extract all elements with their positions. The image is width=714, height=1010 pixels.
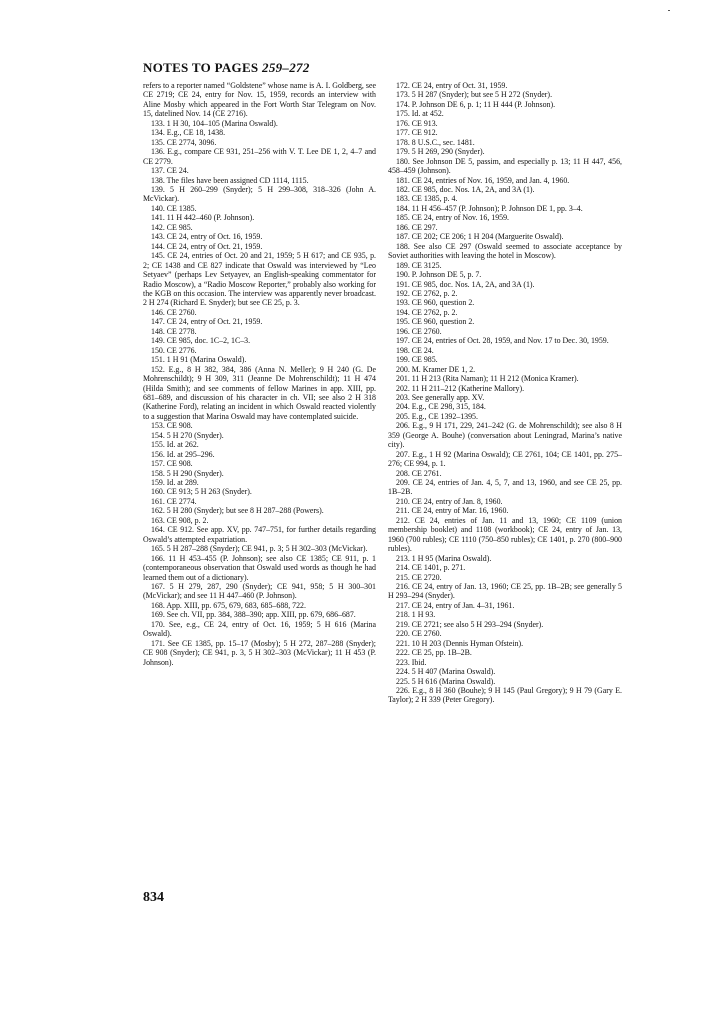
endnote: 142. CE 985. (151, 222, 193, 232)
running-header (143, 60, 310, 76)
endnote: 199. CE 985. (396, 355, 438, 365)
endnote: 169. See ch. VII, pp. 384, 388–390; app. XIII, pp. 679, 686–687. (151, 610, 356, 620)
endnote: 181. CE 24, entries of Nov. 16, 1959, and Jan. 4, 1960. (396, 175, 570, 185)
endnote: 188. See also CE 297 (Oswald seemed to associate acceptance by Soviet authorities with leaving the hotel in Moscow). (388, 241, 622, 261)
endnote: 218. 1 H 93. (396, 610, 436, 620)
endnote: 215. CE 2720. (396, 572, 442, 582)
endnote: 146. CE 2760. (151, 307, 197, 317)
endnote: 193. CE 960, question 2. (396, 298, 475, 308)
endnote: 186. CE 297. (396, 222, 438, 232)
endnote: 183. CE 1385, p. 4. (396, 194, 458, 204)
endnote: 165. 5 H 287–288 (Snyder); CE 941, p. 3; 5 H 302–303 (McVickar). (151, 544, 368, 554)
endnote: 187. CE 202; CE 206; 1 H 204 (Marguerite Oswald). (396, 232, 564, 242)
endnote: 167. 5 H 279, 287, 290 (Snyder); CE 941, 958; 5 H 300–301 (McVickar); and see 11 H 447–460 (P. Johnson). (143, 582, 376, 601)
endnote: 170. See, e.g., CE 24, entry of Oct. 16, 1959; 5 H 616 (Marina Oswald). (143, 619, 376, 639)
endnote: 138. The files have been assigned CD 1114, 1115. (151, 175, 309, 185)
header-pages: 259–272 (262, 60, 310, 75)
endnote: 140. CE 1385. (151, 203, 197, 213)
endnote: 151. 1 H 91 (Marina Oswald). (151, 355, 247, 365)
endnote: 152. E.g., 8 H 382, 384, 386 (Anna N. Meller); 9 H 240 (G. De Mohrenschildt); 9 H 309, 311 (Jeanne De Mohrenschildt); 11 H 474 (Hilda Smith); and see comments of fellow Marines in app. XIII, pp. 681–689, and discussion of his character in ch. VII; see also 2 H 318 (Katherine Ford), relating an incident in which Oswald reacted violently to a suggestion that Marina Oswald may have contemplated suicide. (143, 364, 376, 421)
endnote: 182. CE 985, doc. Nos. 1A, 2A, and 3A (1). (396, 184, 535, 194)
endnote: 212. CE 24, entries of Jan. 11 and 13, 1960; CE 1109 (union membership booklet) and 1108 (workbook); CE 24, entry of Jan. 13, 1960 (700 rubles); CE 1110 (750–850 rubles); CE 1401, p. 270 (800–900 rubles). (388, 515, 622, 554)
endnote: 134. E.g., CE 18, 1438. (151, 128, 226, 138)
endnote: 216. CE 24, entry of Jan. 13, 1960; CE 25, pp. 1B–2B; see generally 5 H 293–294 (Snyder). (388, 582, 622, 601)
endnote: 226. E.g., 8 H 360 (Bouhe); 9 H 145 (Paul Gregory); 9 H 79 (Gary E. Taylor); 2 H 339 (Peter Gregory). (388, 686, 622, 705)
endnote: 136. E.g., compare CE 931, 251–256 with V. T. Lee DE 1, 2, 4–7 and CE 2779. (143, 147, 376, 166)
endnote: 179. 5 H 269, 290 (Snyder). (396, 147, 485, 157)
endnote: 154. 5 H 270 (Snyder). (151, 430, 224, 440)
endnote: 208. CE 2761. (396, 468, 442, 478)
endnote: 184. 11 H 456–457 (P. Johnson); P. Johnson DE 1, pp. 3–4. (396, 203, 583, 213)
header-prefix: NOTES TO PAGES (143, 60, 263, 75)
endnote: 185. CE 24, entry of Nov. 16, 1959. (396, 213, 510, 223)
endnote: 176. CE 913. (396, 118, 438, 128)
endnote: 135. CE 2774, 3096. (151, 137, 217, 147)
endnote: 213. 1 H 95 (Marina Oswald). (396, 553, 492, 563)
endnote: 209. CE 24, entries of Jan. 4, 5, 7, and 13, 1960, and see CE 25, pp. 1B–2B. (388, 478, 622, 497)
endnote: 148. CE 2778. (151, 326, 197, 336)
endnote: 139. 5 H 260–299 (Snyder); 5 H 299–308, 318–326 (John A. McVickar). (143, 184, 376, 204)
endnote: 203. See generally app. XV. (396, 392, 485, 402)
endnote: 175. Id. at 452. (396, 109, 444, 119)
endnote: 180. See Johnson DE 5, passim, and especially p. 13; 11 H 447, 456, 458–459 (Johnson). (388, 156, 622, 176)
endnote: 201. 11 H 213 (Rita Naman); 11 H 212 (Monica Kramer). (396, 374, 579, 384)
endnote: 189. CE 3125. (396, 260, 442, 270)
endnote: 173. 5 H 287 (Snyder); but see 5 H 272 (Snyder). (396, 90, 553, 100)
endnote: 206. E.g., 9 H 171, 229, 241–242 (G. de Mohrenschildt); see also 8 H 359 (George A. Bouhe) (conversation about Leningrad, Marina’s native city). (388, 421, 622, 450)
endnote: 224. 5 H 407 (Marina Oswald). (396, 667, 496, 677)
endnote: 191. CE 985, doc. Nos. 1A, 2A, and 3A (1). (396, 279, 535, 289)
endnote: refers to a reporter named “Goldstene” whose name is A. I. Goldberg, see CE 2719; CE 24, entry for Nov. 15, 1959, records an interview with Aline Mosby which appeared in the Fort Worth Star Telegram on Nov. 15, datelined Nov. 14 (CE 2716). (143, 81, 376, 119)
endnote: 160. CE 913; 5 H 263 (Snyder). (151, 487, 252, 497)
endnote: 147. CE 24, entry of Oct. 21, 1959. (151, 317, 263, 327)
endnote: 223. Ibid. (396, 657, 427, 667)
endnote: 205. E.g., CE 1392–1395. (396, 411, 478, 421)
endnote: 145. CE 24, entries of Oct. 20 and 21, 1959; 5 H 617; and CE 935, p. 2; CE 1438 and CE 827 indicate that Oswald was interviewed by “Leo Setyaev” (perhaps Lev Setyayev, an English-speaking commentator for Radio Moscow), a “Radio Moscow Reporter,” probably also working for the KGB on this occasion. The interview was apparently never broadcast. 2 H 274 (Richard E. Snyder); but see CE 25, p. 3. (143, 251, 376, 308)
endnote: 177. CE 912. (396, 128, 438, 138)
endnote: 133. 1 H 30, 104–105 (Marina Oswald). (151, 118, 278, 128)
endnote: 207. E.g., 1 H 92 (Marina Oswald); CE 2761, 104; CE 1401, pp. 275–276; CE 994, p. 1. (388, 449, 622, 469)
endnote: 141. 11 H 442–460 (P. Johnson). (151, 213, 255, 223)
endnote: 172. CE 24, entry of Oct. 31, 1959. (396, 81, 508, 90)
endnote: 156. Id. at 295–296. (151, 449, 215, 459)
endnote: 166. 11 H 453–455 (P. Johnson); see also CE 1385; CE 911, p. 1 (contemporaneous observation that Oswald used words as though he had learned them out of a dictionary). (143, 553, 376, 582)
endnote: 198. CE 24. (396, 345, 434, 355)
endnote: 164. CE 912. See app. XV, pp. 747–751, for further details regarding Oswald’s attempted expatriation. (143, 525, 376, 544)
page-edge-mark (668, 10, 670, 11)
endnote: 149. CE 985, doc. 1C–2, 1C–3. (151, 336, 251, 346)
endnote: 155. Id. at 262. (151, 440, 199, 450)
endnote: 195. CE 960, question 2. (396, 317, 475, 327)
notes-column-left (143, 81, 376, 667)
endnote: 144. CE 24, entry of Oct. 21, 1959. (151, 241, 263, 251)
endnote: 162. 5 H 280 (Snyder); but see 8 H 287–288 (Powers). (151, 506, 324, 516)
endnote: 219. CE 2721; see also 5 H 293–294 (Snyder). (396, 619, 544, 629)
endnote: 192. CE 2762, p. 2. (396, 288, 458, 298)
endnote: 178. 8 U.S.C., sec. 1481. (396, 137, 475, 147)
endnote: 204. E.g., CE 298, 315, 184. (396, 402, 486, 412)
endnote: 196. CE 2760. (396, 326, 442, 336)
endnote: 143. CE 24, entry of Oct. 16, 1959. (151, 232, 263, 242)
endnote: 221. 10 H 203 (Dennis Hyman Ofstein). (396, 638, 524, 648)
endnote: 171. See CE 1385, pp. 15–17 (Mosby); 5 H 272, 287–288 (Snyder); CE 908 (Snyder); CE 941, p. 3, 5 H 302–303 (McVickar); 11 H 453 (P. Johnson). (143, 638, 376, 667)
endnote: 159. Id. at 289. (151, 478, 199, 488)
endnote: 168. App. XIII, pp. 675, 679, 683, 685–688, 722. (151, 600, 306, 610)
endnote: 153. CE 908. (151, 421, 193, 431)
endnote: 197. CE 24, entries of Oct. 28, 1959, and Nov. 17 to Dec. 30, 1959. (396, 336, 609, 346)
endnote: 200. M. Kramer DE 1, 2. (396, 364, 476, 374)
endnote: 137. CE 24. (151, 166, 189, 176)
endnote: 211. CE 24, entry of Mar. 16, 1960. (396, 506, 509, 516)
endnote: 214. CE 1401, p. 271. (396, 563, 466, 573)
endnote: 194. CE 2762, p. 2. (396, 307, 458, 317)
endnote: 174. P. Johnson DE 6, p. 1; 11 H 444 (P. Johnson). (396, 99, 556, 109)
page-number: 834 (143, 890, 164, 905)
endnote: 225. 5 H 616 (Marina Oswald). (396, 676, 496, 686)
endnote: 202. 11 H 211–212 (Katherine Mallory). (396, 383, 525, 393)
endnote: 150. CE 2776. (151, 345, 197, 355)
endnote: 161. CE 2774. (151, 496, 197, 506)
endnote: 158. 5 H 290 (Snyder). (151, 468, 224, 478)
endnote: 163. CE 908, p. 2. (151, 515, 209, 525)
endnote: 220. CE 2760. (396, 629, 442, 639)
endnote: 157. CE 908. (151, 459, 193, 469)
endnote: 222. CE 25, pp. 1B–2B. (396, 648, 472, 658)
endnote: 210. CE 24, entry of Jan. 8, 1960. (396, 496, 503, 506)
endnote: 190. P. Johnson DE 5, p. 7. (396, 270, 482, 280)
notes-column-right (388, 81, 622, 705)
endnote: 217. CE 24, entry of Jan. 4–31, 1961. (396, 600, 515, 610)
